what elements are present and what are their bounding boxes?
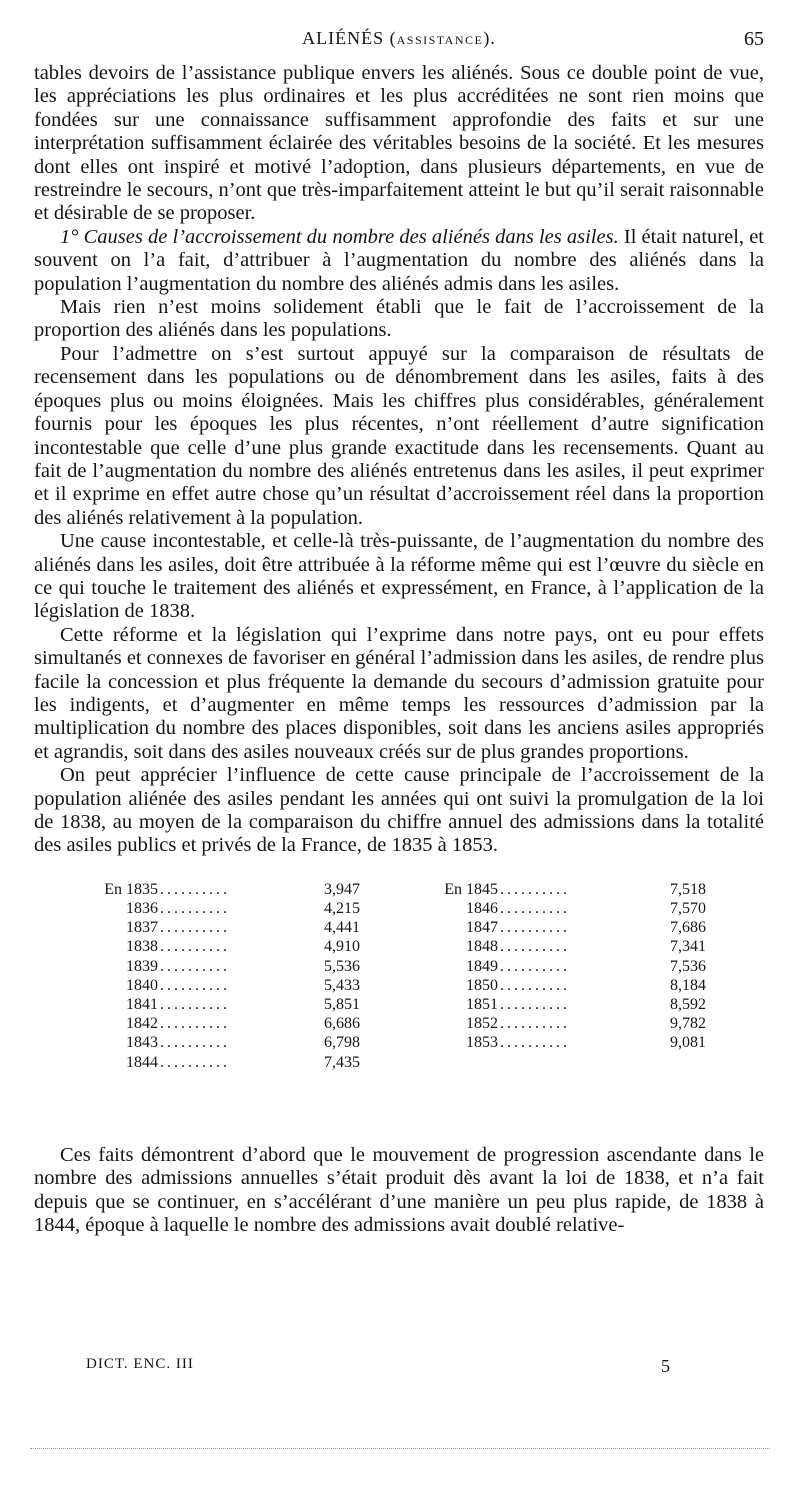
table-row: [424, 918, 706, 937]
table-year: 1843: [126, 1034, 158, 1052]
table-year: 1852: [466, 1015, 498, 1033]
table-value: 7,341: [670, 938, 706, 956]
paragraph-5: Une cause incontestable, et celle-là très-puissante, de l’augmentation du nombre des aliénés dans les asiles, doit être attribuée à la réforme même qui est l’œuvre du siècle en ce qui touche le traitement des aliénés et expressément, en France, à l’application de la législation de 1838.: [34, 530, 764, 623]
running-header: [34, 28, 764, 62]
closing-paragraph: Ces faits démontrent d’abord que le mouvement de progression ascendante dans le nombre des admissions annuelles s’était produit dès avant la loi de 1838, et n’a fait depuis que se continuer, en s’accélérant d’une manière un peu plus rapide, de 1838 à 1844, époque à laquelle le nombre des admissions avait doublé relative-: [34, 1143, 764, 1237]
dot-leader: ..........: [500, 900, 570, 918]
table-year: 1848: [466, 938, 498, 956]
dot-leader: ..........: [160, 938, 230, 956]
dot-leader: ..........: [160, 976, 230, 994]
dot-leader: ..........: [160, 996, 230, 1014]
table-row: [424, 976, 706, 995]
table-year: En 1845: [444, 880, 498, 898]
table-row: [84, 918, 360, 937]
table-year: 1847: [466, 919, 498, 937]
table-row: [424, 995, 706, 1014]
table-value: 5,536: [324, 957, 360, 975]
dot-leader: ..........: [160, 919, 230, 937]
table-row: [424, 937, 706, 956]
table-row: [424, 1033, 706, 1052]
table-row: [84, 1053, 360, 1072]
dot-leader: ..........: [500, 957, 570, 975]
dot-leader: ..........: [160, 880, 230, 898]
table-year: 1844: [126, 1053, 158, 1071]
table-value: 8,184: [670, 976, 706, 994]
admissions-column-right: [424, 880, 706, 1053]
dot-leader: ..........: [160, 1034, 230, 1052]
paragraph-7: On peut apprécier l’influence de cette cause principale de l’accroissement de la population aliénée des asiles pendant les années qui ont suivi la promulgation de la loi de 1838, au moyen de la comparaison du chiffre annuel des admissions dans la totalité des asiles publics et privés de la France, de 1835 à 1853.: [34, 764, 764, 857]
table-row: [84, 995, 360, 1014]
table-year: 1850: [466, 976, 498, 994]
page-footer: [86, 1356, 670, 1380]
signature-mark: DICT. ENC. III: [86, 1356, 194, 1372]
table-year: 1836: [126, 900, 158, 918]
dot-leader: ..........: [500, 1034, 570, 1052]
dot-leader: ..........: [160, 1053, 230, 1071]
table-value: 4,910: [324, 938, 360, 956]
running-title-small-caps: ASSISTANCE: [396, 33, 484, 47]
table-value: 4,441: [324, 919, 360, 937]
dot-leader: ..........: [500, 1015, 570, 1033]
table-value: 9,782: [670, 1015, 706, 1033]
paragraph-6: Cette réforme et la législation qui l’exprime dans notre pays, ont eu pour effets simultanés et connexes de favoriser en général l’admission dans les asiles, de rendre plus facile la concession et plus fréquente la demande du secours d’admission gratuite pour les indigents, et d’augmenter en même temps les ressources d’admission par la multiplication du nombre des places disponibles, soit dans les anciens asiles appropriés et agrandis, soit dans des asiles nouveaux créés sur de plus grandes proportions.: [34, 623, 764, 763]
table-value: 7,536: [670, 957, 706, 975]
table-row: [84, 880, 360, 899]
table-value: 6,798: [324, 1034, 360, 1052]
table-value: 9,081: [670, 1034, 706, 1052]
table-row: [84, 1033, 360, 1052]
table-row: [84, 1014, 360, 1033]
dot-leader: ..........: [500, 880, 570, 898]
dot-leader: ..........: [500, 919, 570, 937]
bottom-scan-edge: [30, 1448, 770, 1449]
admissions-column-left: [84, 880, 360, 1072]
table-value: 5,433: [324, 976, 360, 994]
table-value: 6,686: [324, 1015, 360, 1033]
table-year: 1851: [466, 996, 498, 1014]
table-row: [424, 899, 706, 918]
admissions-table: [34, 880, 764, 1110]
dot-leader: ..........: [160, 900, 230, 918]
dot-leader: ..........: [500, 976, 570, 994]
dot-leader: ..........: [160, 957, 230, 975]
paragraph-4: Pour l’admettre on s’est surtout appuyé sur la comparaison de résultats de recensement dans les populations ou de dénombrement dans les asiles, faits à des époques plus ou moins éloignées. Mais les chiffres plus considérables, généralement fournis pour les époques les plus récentes, n’ont réellement d’autre signification incontestable que celle d’une plus grande exactitude dans les recensements. Quant au fait de l’augmentation du nombre des aliénés entretenus dans les asiles, il peut exprimer et il exprime en effet autre chose qu’un résultat d’accroissement réel dans la proportion des aliénés relativement à la population.: [34, 342, 764, 529]
running-title-close: ).: [483, 28, 496, 48]
table-year: 1842: [126, 1015, 158, 1033]
table-year: 1846: [466, 900, 498, 918]
table-year: 1849: [466, 957, 498, 975]
table-value: 5,851: [324, 996, 360, 1014]
section-heading: 1° Causes de l’accroissement du nombre des aliénés dans les asiles.: [60, 225, 619, 248]
table-row: [424, 1014, 706, 1033]
table-year: 1853: [466, 1034, 498, 1052]
table-row: [84, 899, 360, 918]
table-row: [424, 957, 706, 976]
table-year: En 1835: [104, 880, 158, 898]
table-row: [424, 880, 706, 899]
table-year: 1839: [126, 957, 158, 975]
table-row: [84, 957, 360, 976]
table-row: [84, 937, 360, 956]
dot-leader: ..........: [500, 938, 570, 956]
running-title-main: ALIÉNÉS (: [302, 28, 397, 48]
paragraph-2: [34, 226, 764, 296]
table-value: 7,518: [670, 880, 706, 898]
signature-number: 5: [661, 1356, 670, 1376]
table-year: 1841: [126, 996, 158, 1014]
table-year: 1837: [126, 919, 158, 937]
table-value: 7,686: [670, 919, 706, 937]
paragraph-2-text: Il était naturel, et souvent on l’a fait, d’attribuer à l’augmentation du nombre des aliénés dans la population l’augmentation du nombre des aliénés admis dans les asiles.: [34, 225, 764, 295]
table-year: 1838: [126, 938, 158, 956]
paragraph-3: Mais rien n’est moins solidement établi que le fait de l’accroissement de la proportion des aliénés dans les populations.: [34, 296, 764, 342]
table-row: [84, 976, 360, 995]
dot-leader: ..........: [500, 996, 570, 1014]
table-value: 7,570: [670, 900, 706, 918]
table-value: 3,947: [324, 880, 360, 898]
document-page: [34, 28, 764, 1237]
dot-leader: ..........: [160, 1015, 230, 1033]
paragraph-1: tables devoirs de l’assistance publique envers les aliénés. Sous ce double point de vue, les appréciations les plus ordinaires et les plus accréditées ne sont rien moins que fondées sur une connaissance suffisamment approfondie des faits et sur une interprétation suffisamment éclairée des véritables besoins de la société. Et les mesures dont elles ont inspiré et motivé l’adoption, dans plusieurs départements, en vue de restreindre le secours, n’ont que très-imparfaitement atteint le but qu’il serait raisonnable et désirable de se proposer.: [34, 62, 764, 225]
table-value: 4,215: [324, 900, 360, 918]
table-year: 1840: [126, 976, 158, 994]
running-title: [34, 28, 764, 49]
table-value: 8,592: [670, 996, 706, 1014]
page-number: 65: [744, 28, 764, 50]
table-value: 7,435: [324, 1053, 360, 1071]
